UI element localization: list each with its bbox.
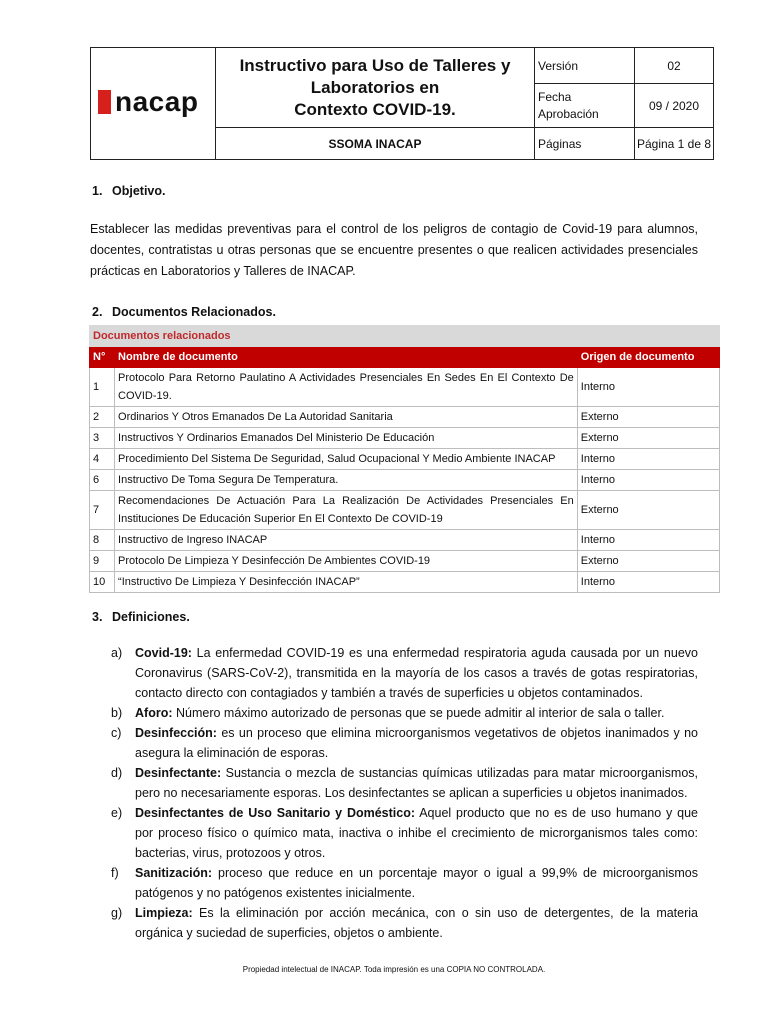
definition-item: [111, 703, 698, 723]
table-row: [90, 572, 720, 593]
definition-body: Número máximo autorizado de personas que se puede admitir al interior de sala o taller.: [172, 706, 665, 720]
logo-cell: [91, 48, 216, 159]
definition-text: [135, 723, 698, 763]
document-subtitle: SSOMA INACAP: [216, 128, 535, 159]
table-row: [90, 491, 720, 530]
inacap-logo: [98, 88, 198, 116]
section-heading-documentos: 2. Documentos Relacionados.: [92, 305, 276, 319]
version-value: 02: [635, 48, 713, 84]
document-origin: Externo: [577, 428, 719, 449]
document-origin: Externo: [577, 551, 719, 572]
document-name: Procedimiento Del Sistema De Seguridad, Salud Ocupacional Y Medio Ambiente INACAP: [115, 449, 578, 470]
definition-text: [135, 703, 698, 723]
table-row: [90, 551, 720, 572]
row-number: 7: [90, 491, 115, 530]
definition-letter: a): [111, 646, 123, 660]
date-value: 09 / 2020: [635, 84, 713, 128]
row-number: 9: [90, 551, 115, 572]
footer-notice: Propiedad intelectual de INACAP. Toda impresión es una COPIA NO CONTROLADA.: [242, 965, 546, 974]
row-number: 4: [90, 449, 115, 470]
table-caption: Documentos relacionados: [90, 326, 720, 347]
definition-term: Aforo:: [135, 706, 173, 720]
table-row: [90, 470, 720, 491]
title-line: Contexto COVID-19.: [294, 99, 456, 119]
row-number: 3: [90, 428, 115, 449]
definition-letter: g): [111, 906, 123, 920]
definition-item: [111, 763, 698, 803]
document-origin: Interno: [577, 449, 719, 470]
definition-body: proceso que reduce en un porcentaje mayor o igual a 99,9% de microorganismos patógenos y no patógenos existentes inicialmente.: [135, 866, 698, 900]
definition-text: [135, 863, 698, 903]
definition-letter: c): [111, 726, 122, 740]
column-header: Origen de documento: [577, 347, 719, 368]
row-number: 6: [90, 470, 115, 491]
table-row: [90, 449, 720, 470]
document-name: Protocolo De Limpieza Y Desinfección De Ambientes COVID-19: [115, 551, 578, 572]
document-name: Ordinarios Y Otros Emanados De La Autoridad Sanitaria: [115, 407, 578, 428]
column-header: N°: [90, 347, 115, 368]
document-origin: Interno: [577, 368, 719, 407]
definition-term: Desinfección:: [135, 726, 217, 740]
definition-item: [111, 903, 698, 943]
definition-body: Sustancia o mezcla de sustancias químicas utilizadas para matar microorganismos, pero no necesariamente esporas. Los desinfectantes se aplican a superficies u objetos inanimados.: [135, 766, 698, 800]
date-label-line: Aprobación: [538, 106, 599, 121]
document-title: [216, 48, 535, 128]
definition-letter: d): [111, 766, 123, 780]
table-row: [90, 368, 720, 407]
pages-label: Páginas: [535, 128, 635, 159]
date-label: [535, 84, 635, 128]
document-name: “Instructivo De Limpieza Y Desinfección INACAP”: [115, 572, 578, 593]
definition-item: [111, 723, 698, 763]
definition-term: Covid-19:: [135, 646, 192, 660]
title-line: Instructivo para Uso de Talleres y: [239, 55, 511, 75]
definition-text: [135, 643, 698, 703]
definition-term: Desinfectante:: [135, 766, 222, 780]
definition-item: [111, 863, 698, 903]
version-label: Versión: [535, 48, 635, 84]
definition-body: Es la eliminación por acción mecánica, con o sin uso de detergentes, de la materia orgánica y suciedad de superficies, objetos o ambiente.: [135, 906, 698, 940]
document-origin: Externo: [577, 491, 719, 530]
document-origin: Interno: [577, 470, 719, 491]
definition-letter: f): [111, 866, 119, 880]
table-caption-row: [90, 326, 720, 347]
section-heading-definiciones: 3. Definiciones.: [92, 610, 190, 624]
document-name: Instructivos Y Ordinarios Emanados Del Ministerio De Educación: [115, 428, 578, 449]
title-line: Laboratorios en: [310, 77, 440, 97]
definition-item: [111, 803, 698, 863]
document-origin: Interno: [577, 572, 719, 593]
section-heading-objetivo: 1. Objetivo.: [92, 184, 166, 198]
document-origin: Interno: [577, 530, 719, 551]
document-name: Instructivo De Toma Segura De Temperatura.: [115, 470, 578, 491]
definition-letter: b): [111, 706, 123, 720]
logo-wordmark: nacap: [115, 86, 199, 117]
definition-term: Desinfectantes de Uso Sanitario y Doméstico:: [135, 806, 416, 820]
document-header-table: [90, 47, 714, 160]
definition-body: La enfermedad COVID-19 es una enfermedad respiratoria aguda causada por un nuevo Coronavirus (SARS-CoV-2), transmitida en la mayoría de los casos a través de gotas respiratorias, contacto directo con contagiados y también a través de superficies u objetos contaminados.: [135, 646, 698, 700]
definition-term: Sanitización:: [135, 866, 213, 880]
row-number: 1: [90, 368, 115, 407]
table-row: [90, 428, 720, 449]
document-name: Instructivo de Ingreso INACAP: [115, 530, 578, 551]
definition-item: [111, 643, 698, 703]
row-number: 2: [90, 407, 115, 428]
document-name: Protocolo Para Retorno Paulatino A Actividades Presenciales En Sedes En El Contexto De COVID-19.: [115, 368, 578, 407]
table-header-row: [90, 347, 720, 368]
date-label-line: Fecha: [538, 89, 572, 104]
table-body: [90, 368, 720, 593]
definition-body: es un proceso que elimina microorganismos vegetativos de objetos inanimados y no asegura la eliminación de esporas.: [135, 726, 698, 760]
document-origin: Externo: [577, 407, 719, 428]
pages-value: Página 1 de 8: [636, 136, 712, 151]
logo-mark-icon: [98, 90, 111, 114]
column-header: Nombre de documento: [115, 347, 578, 368]
definition-body: Aquel producto que no es de uso humano y que por proceso físico o químico mata, inactiva o inhibe el crecimiento de microrganismos tales como: bacterias, virus, protozoos y otros.: [135, 806, 698, 860]
definition-term: Limpieza:: [135, 906, 193, 920]
definition-text: [135, 903, 698, 943]
document-name: Recomendaciones De Actuación Para La Realización De Actividades Presenciales En Instituciones De Educación Superior En El Contexto De COVID-19: [115, 491, 578, 530]
row-number: 10: [90, 572, 115, 593]
definitions-list: [111, 643, 698, 943]
definition-text: [135, 763, 698, 803]
definition-text: [135, 803, 698, 863]
objective-paragraph: Establecer las medidas preventivas para el control de los peligros de contagio de Covid-19 para alumnos, docentes, contratistas u otras personas que se encuentre presentes o que realicen actividades presenciales prácticas en Laboratorios y Talleres de INACAP.: [90, 222, 698, 278]
table-row: [90, 407, 720, 428]
table-row: [90, 530, 720, 551]
definition-letter: e): [111, 806, 123, 820]
documents-table: [89, 325, 720, 593]
row-number: 8: [90, 530, 115, 551]
